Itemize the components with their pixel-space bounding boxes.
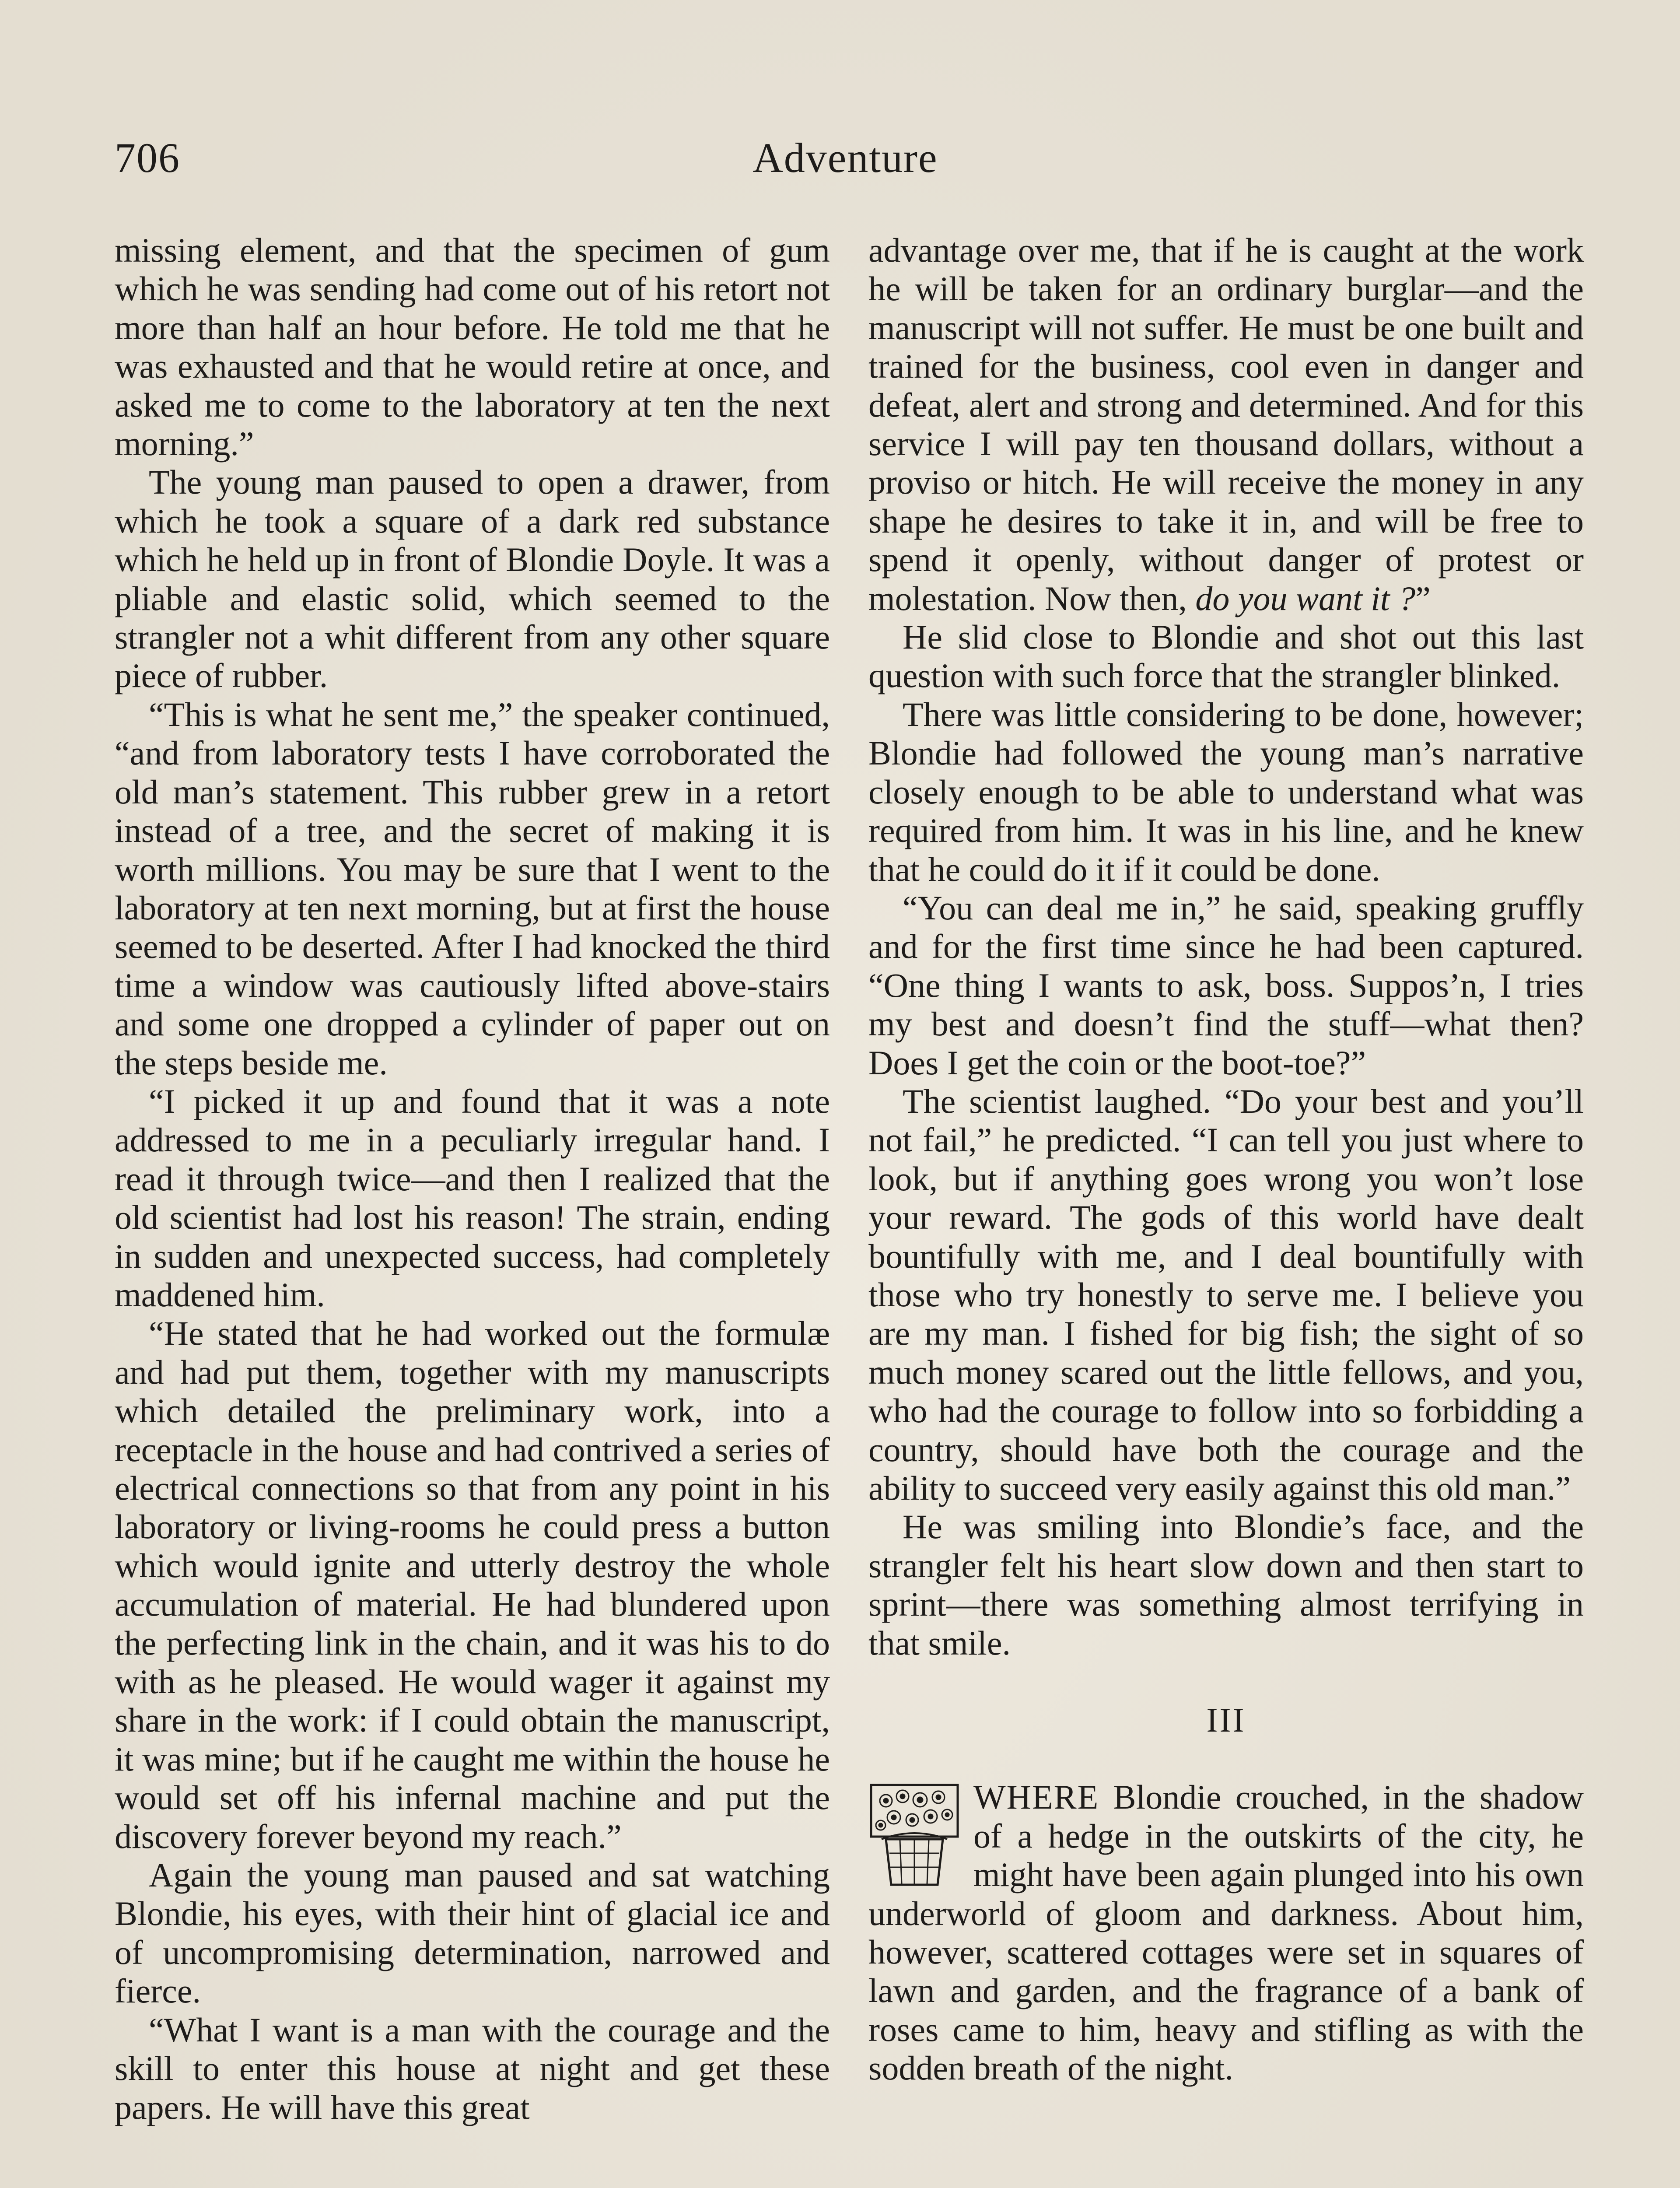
- left-paragraph: “I picked it up and found that it was a note addressed to me in a peculiarly irregular hand. I read it through twice—and then I realized that the old scientist had lost his reason! The strain, ending in sudden and unexpected success, had completely maddened him.: [115, 1082, 830, 1314]
- running-title: Adventure: [752, 134, 938, 181]
- left-column: [115, 231, 830, 2127]
- italic-question: do you want it ?: [1195, 579, 1416, 617]
- right-paragraph: “You can deal me in,” he said, speaking gruffly and for the first time since he had been captured. “One thing I wants to ask, boss. Suppos’n, I tries my best and doesn’t find the stuff—what then? Does I get the coin or the boot-toe?”: [868, 888, 1584, 1082]
- page-header: [115, 133, 1576, 190]
- left-paragraph: missing element, and that the specimen of gum which he was sending had come out of his retort not more than half an hour before. He told me that he was exhausted and that he would retire at once, and asked me to come to the laboratory at ten the next morning.”: [115, 231, 830, 463]
- continued-text: advantage over me, that if he is caught at the work he will be taken for an ordinary burglar—and the manuscript will not suffer. He must be one built and trained for the business, cool even in danger and defeat, alert and strong and determined. And for this service I will pay ten thousand dollars, without a proviso or hitch. He will receive the money in any shape he desires to take it in, and will be free to spend it openly, without danger of protest or molestation. Now then,: [868, 231, 1584, 617]
- page-number: 706: [115, 134, 180, 181]
- left-paragraph: “This is what he sent me,” the speaker continued, “and from laboratory tests I have corroborated the old man’s statement. This rubber grew in a retort instead of a tree, and the secret of making it is worth millions. You may be sure that I went to the laboratory at ten next morning, but at first the house seemed to be deserted. After I had knocked the third time a window was cautiously lifted above-stairs and some one dropped a cylinder of paper out on the steps beside me.: [115, 695, 830, 1082]
- left-paragraph: Again the young man paused and sat watching Blondie, his eyes, with their hint of glacial ice and of uncompromising determination, narrowed and fierce.: [115, 1856, 830, 2010]
- section-opening-paragraph: [868, 1778, 1584, 2087]
- left-paragraph: The young man paused to open a drawer, from which he took a square of a dark red substance which he held up in front of Blondie Doyle. It was a pliable and elastic solid, which seemed to the strangler not a whit different from any other square piece of rubber.: [115, 463, 830, 695]
- section-number: III: [1206, 1701, 1246, 1739]
- left-paragraph: “What I want is a man with the courage and the skill to enter this house at night and get these papers. He will have this great: [115, 2010, 830, 2126]
- closing-quote: ”: [1415, 579, 1431, 617]
- flower-basket-ornament-icon: [868, 1783, 960, 1893]
- right-column: [868, 231, 1584, 2088]
- right-paragraph: There was little considering to be done, however; Blondie had followed the young man’s narrative closely enough to be able to understand what was required from him. It was in his line, and he knew that he could do it if it could be done.: [868, 695, 1584, 888]
- section-opening-caps: WHERE: [973, 1778, 1099, 1816]
- right-paragraph: [868, 231, 1584, 618]
- right-paragraph: The scientist laughed. “Do your best and you’ll not fail,” he predicted. “I can tell you just where to look, but if anything goes wrong you won’t lose your reward. The gods of this world have dealt bountifully with me, and I deal bountifully with those who try honestly to serve me. I believe you are my man. I fished for big fish; the sight of so much money scared out the little fellows, and you, who had the courage to follow into so forbidding a country, should have both the courage and the ability to succeed very easily against this old man.”: [868, 1082, 1584, 1507]
- section-opening-text: Blondie crouched, in the shadow of a hedge in the outskirts of the city, he might have been again plunged into his own underworld of gloom and darkness. About him, however, scattered cottages were set in squares of lawn and garden, and the fragrance of a bank of roses came to him, heavy and stifling as with the sodden breath of the night.: [868, 1778, 1584, 2087]
- right-paragraph: He slid close to Blondie and shot out this last question with such force that the strangler blinked.: [868, 618, 1584, 695]
- right-paragraph: He was smiling into Blondie’s face, and the strangler felt his heart slow down and then start to sprint—there was something almost terrifying in that smile.: [868, 1508, 1584, 1662]
- left-paragraph: “He stated that he had worked out the formulæ and had put them, together with my manuscripts which detailed the preliminary work, into a receptacle in the house and had contrived a series of electrical connections so that from any point in his laboratory or living-rooms he could press a button which would ignite and utterly destroy the whole accumulation of material. He had blundered upon the perfecting link in the chain, and it was his to do with as he pleased. He would wager it against my share in the work: if I could obtain the manuscript, it was mine; but if he caught me within the house he would set off his infernal machine and put the discovery forever beyond my reach.”: [115, 1314, 830, 1855]
